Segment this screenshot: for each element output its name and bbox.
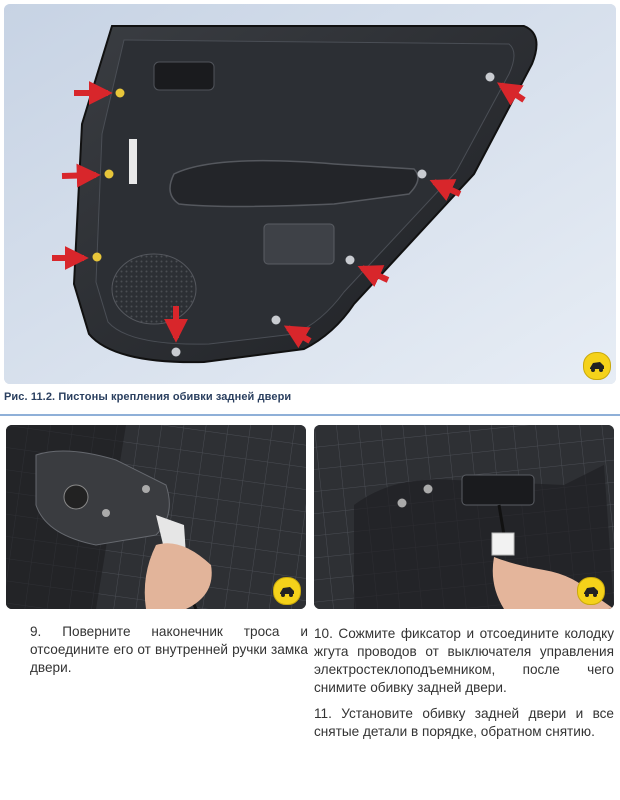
section-divider — [0, 414, 620, 416]
handle-cable-photo — [6, 425, 306, 609]
window-switch-connector-photo — [314, 425, 614, 609]
step-9 — [30, 623, 308, 677]
step-number: 9. — [30, 624, 63, 639]
step-text: Поверните наконечник троса и отсоедините его от внутренней ручки замка двери. — [30, 624, 308, 675]
step-number: 11. — [314, 706, 342, 721]
door-trim-photo — [4, 4, 616, 384]
step-number: 10. — [314, 626, 339, 641]
step-11 — [314, 705, 614, 741]
car-lift-icon — [583, 352, 611, 380]
step-text: Установите обивку задней двери и все снятые детали в порядке, обратном снятию. — [314, 706, 614, 739]
figure-caption: Рис. 11.2. Пистоны крепления обивки задней двери — [4, 391, 292, 403]
car-lift-icon — [273, 577, 301, 605]
car-lift-icon — [577, 577, 605, 605]
step-text: Сожмите фиксатор и отсоедините колодку жгута проводов от выключателя управления электростеклоподъемником, после чего снимите обивку задней двери. — [314, 626, 614, 695]
step-10 — [314, 625, 614, 697]
